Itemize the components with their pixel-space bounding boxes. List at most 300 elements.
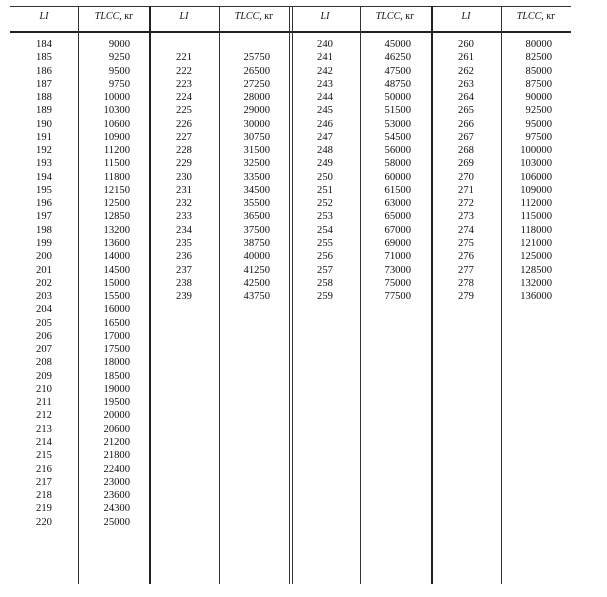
table-row bbox=[10, 489, 150, 502]
table-row bbox=[10, 157, 150, 170]
table-row bbox=[291, 104, 431, 117]
tlcc-cell: 67000 bbox=[384, 224, 411, 236]
table-group bbox=[10, 38, 150, 529]
tlcc-cell: 97500 bbox=[525, 131, 552, 143]
load-index-cell: 272 bbox=[458, 198, 474, 210]
table-row bbox=[10, 409, 150, 422]
table-group bbox=[150, 51, 290, 303]
table-row bbox=[150, 131, 290, 144]
load-index-cell: 236 bbox=[176, 251, 192, 263]
header-li: LI bbox=[320, 11, 330, 22]
header-tlcc bbox=[501, 11, 571, 22]
tlcc-cell: 24300 bbox=[103, 503, 130, 515]
table-row bbox=[432, 104, 572, 117]
table-row bbox=[10, 51, 150, 64]
table-row bbox=[291, 91, 431, 104]
header-tlcc-label: TLCC bbox=[234, 11, 260, 22]
tlcc-cell: 16000 bbox=[103, 304, 130, 316]
table-group bbox=[291, 38, 431, 303]
header-li: LI bbox=[39, 11, 49, 22]
table-row bbox=[432, 131, 572, 144]
table-row bbox=[10, 356, 150, 369]
header-tlcc bbox=[360, 11, 430, 22]
tlcc-cell: 136000 bbox=[520, 291, 552, 303]
load-index-cell: 244 bbox=[317, 92, 333, 104]
tlcc-cell: 42500 bbox=[243, 277, 270, 289]
load-index-cell: 253 bbox=[317, 211, 333, 223]
load-index-cell: 264 bbox=[458, 92, 474, 104]
load-index-cell: 213 bbox=[36, 423, 52, 435]
tlcc-cell: 33500 bbox=[243, 171, 270, 183]
header-li: LI bbox=[179, 11, 189, 22]
load-index-cell: 190 bbox=[36, 118, 52, 130]
load-index-cell: 189 bbox=[36, 105, 52, 117]
header-tlcc-unit: , кг bbox=[400, 11, 415, 22]
table-row bbox=[432, 51, 572, 64]
tlcc-cell: 21200 bbox=[103, 436, 130, 448]
tlcc-cell: 26500 bbox=[243, 65, 270, 77]
load-index-cell: 202 bbox=[36, 277, 52, 289]
table-row bbox=[10, 476, 150, 489]
load-index-cell: 227 bbox=[176, 131, 192, 143]
load-index-cell: 240 bbox=[317, 39, 333, 50]
table-row bbox=[10, 250, 150, 263]
table-row bbox=[10, 396, 150, 409]
tlcc-cell: 53000 bbox=[384, 118, 411, 130]
tlcc-cell: 31500 bbox=[243, 145, 270, 157]
table-group bbox=[432, 38, 572, 303]
table-row bbox=[10, 277, 150, 290]
load-index-cell: 196 bbox=[36, 198, 52, 210]
tlcc-cell: 14000 bbox=[103, 251, 130, 263]
load-index-cell: 207 bbox=[36, 344, 52, 356]
tlcc-cell: 15000 bbox=[103, 277, 130, 289]
table-row bbox=[10, 502, 150, 515]
tlcc-cell: 58000 bbox=[384, 158, 411, 170]
tlcc-cell: 18000 bbox=[103, 357, 130, 369]
table-row bbox=[150, 237, 290, 250]
table-row bbox=[150, 171, 290, 184]
load-index-cell: 212 bbox=[36, 410, 52, 422]
load-index-cell: 214 bbox=[36, 436, 52, 448]
tlcc-cell: 65000 bbox=[384, 211, 411, 223]
tlcc-cell: 15500 bbox=[103, 291, 130, 303]
load-index-table bbox=[10, 6, 571, 584]
load-index-cell: 241 bbox=[317, 52, 333, 64]
load-index-cell: 274 bbox=[458, 224, 474, 236]
table-row bbox=[150, 157, 290, 170]
load-index-cell: 223 bbox=[176, 78, 192, 90]
load-index-cell: 228 bbox=[176, 145, 192, 157]
table-row bbox=[291, 224, 431, 237]
table-row bbox=[150, 51, 290, 64]
tlcc-cell: 51500 bbox=[384, 105, 411, 117]
load-index-cell: 185 bbox=[36, 52, 52, 64]
load-index-cell: 254 bbox=[317, 224, 333, 236]
tlcc-cell: 23600 bbox=[103, 490, 130, 502]
tlcc-cell: 69000 bbox=[384, 237, 411, 249]
load-index-cell: 225 bbox=[176, 105, 192, 117]
load-index-cell: 234 bbox=[176, 224, 192, 236]
load-index-cell: 200 bbox=[36, 251, 52, 263]
load-index-cell: 237 bbox=[176, 264, 192, 276]
load-index-cell: 249 bbox=[317, 158, 333, 170]
tlcc-cell: 18500 bbox=[103, 370, 130, 382]
table-row bbox=[432, 78, 572, 91]
table-row bbox=[291, 51, 431, 64]
tlcc-cell: 115000 bbox=[520, 211, 552, 223]
load-index-cell: 245 bbox=[317, 105, 333, 117]
tlcc-cell: 121000 bbox=[520, 237, 552, 249]
tlcc-cell: 21800 bbox=[103, 450, 130, 462]
tlcc-cell: 35500 bbox=[243, 198, 270, 210]
tlcc-cell: 106000 bbox=[520, 171, 552, 183]
load-index-cell: 268 bbox=[458, 145, 474, 157]
load-index-cell: 191 bbox=[36, 131, 52, 143]
tlcc-cell: 17000 bbox=[103, 330, 130, 342]
header-tlcc-label: TLCC bbox=[94, 11, 120, 22]
tlcc-cell: 132000 bbox=[520, 277, 552, 289]
tlcc-cell: 38750 bbox=[243, 237, 270, 249]
load-index-cell: 246 bbox=[317, 118, 333, 130]
table-row bbox=[291, 78, 431, 91]
table-row bbox=[150, 224, 290, 237]
tlcc-cell: 10300 bbox=[103, 105, 130, 117]
load-index-cell: 243 bbox=[317, 78, 333, 90]
tlcc-cell: 16500 bbox=[103, 317, 130, 329]
tlcc-cell: 87500 bbox=[525, 78, 552, 90]
load-index-cell: 267 bbox=[458, 131, 474, 143]
header-li: LI bbox=[461, 11, 471, 22]
table-row bbox=[10, 449, 150, 462]
load-index-cell: 219 bbox=[36, 503, 52, 515]
tlcc-cell: 23000 bbox=[103, 476, 130, 488]
table-row bbox=[10, 303, 150, 316]
load-index-cell: 229 bbox=[176, 158, 192, 170]
tlcc-cell: 100000 bbox=[520, 145, 552, 157]
tlcc-cell: 82500 bbox=[525, 52, 552, 64]
table-row bbox=[291, 184, 431, 197]
tlcc-cell: 43750 bbox=[243, 291, 270, 303]
load-index-cell: 260 bbox=[458, 39, 474, 50]
tlcc-cell: 36500 bbox=[243, 211, 270, 223]
table-row bbox=[150, 184, 290, 197]
load-index-cell: 203 bbox=[36, 291, 52, 303]
load-index-cell: 222 bbox=[176, 65, 192, 77]
load-index-cell: 186 bbox=[36, 65, 52, 77]
table-row bbox=[291, 290, 431, 303]
tlcc-cell: 73000 bbox=[384, 264, 411, 276]
tlcc-cell: 11200 bbox=[103, 145, 130, 157]
table-row bbox=[432, 171, 572, 184]
table-row bbox=[150, 250, 290, 263]
table-row bbox=[150, 197, 290, 210]
tlcc-cell: 25000 bbox=[103, 516, 130, 528]
tlcc-cell: 63000 bbox=[384, 198, 411, 210]
table-row bbox=[10, 436, 150, 449]
load-index-cell: 238 bbox=[176, 277, 192, 289]
table-row bbox=[10, 423, 150, 436]
tlcc-cell: 109000 bbox=[520, 184, 552, 196]
load-index-cell: 258 bbox=[317, 277, 333, 289]
tlcc-cell: 13600 bbox=[103, 237, 130, 249]
table-row bbox=[10, 370, 150, 383]
table-header bbox=[10, 11, 571, 29]
table-row bbox=[10, 516, 150, 529]
load-index-cell: 269 bbox=[458, 158, 474, 170]
load-index-cell: 210 bbox=[36, 383, 52, 395]
table-row bbox=[10, 343, 150, 356]
load-index-cell: 233 bbox=[176, 211, 192, 223]
load-index-cell: 195 bbox=[36, 184, 52, 196]
load-index-cell: 239 bbox=[176, 291, 192, 303]
table-row bbox=[291, 197, 431, 210]
table-row bbox=[291, 237, 431, 250]
load-index-cell: 252 bbox=[317, 198, 333, 210]
load-index-cell: 199 bbox=[36, 237, 52, 249]
tlcc-cell: 27250 bbox=[243, 78, 270, 90]
table-row bbox=[291, 210, 431, 223]
tlcc-cell: 103000 bbox=[520, 158, 552, 170]
table-row bbox=[432, 118, 572, 131]
tlcc-cell: 47500 bbox=[384, 65, 411, 77]
tlcc-cell: 48750 bbox=[384, 78, 411, 90]
table-row bbox=[291, 277, 431, 290]
tlcc-cell: 10900 bbox=[103, 131, 130, 143]
load-index-cell: 216 bbox=[36, 463, 52, 475]
load-index-cell: 255 bbox=[317, 237, 333, 249]
table-row bbox=[432, 250, 572, 263]
tlcc-cell: 85000 bbox=[525, 65, 552, 77]
load-index-cell: 194 bbox=[36, 171, 52, 183]
table-row bbox=[432, 290, 572, 303]
tlcc-cell: 61500 bbox=[384, 184, 411, 196]
table-row bbox=[432, 264, 572, 277]
tlcc-cell: 22400 bbox=[103, 463, 130, 475]
table-row bbox=[10, 210, 150, 223]
tlcc-cell: 45000 bbox=[384, 39, 411, 50]
load-index-cell: 277 bbox=[458, 264, 474, 276]
table-row bbox=[291, 65, 431, 78]
load-index-cell: 197 bbox=[36, 211, 52, 223]
tlcc-cell: 17500 bbox=[103, 344, 130, 356]
load-index-cell: 235 bbox=[176, 237, 192, 249]
load-index-cell: 251 bbox=[317, 184, 333, 196]
load-index-cell: 266 bbox=[458, 118, 474, 130]
tlcc-cell: 75000 bbox=[384, 277, 411, 289]
load-index-cell: 208 bbox=[36, 357, 52, 369]
tlcc-cell: 60000 bbox=[384, 171, 411, 183]
table-row bbox=[10, 237, 150, 250]
tlcc-cell: 11500 bbox=[103, 158, 130, 170]
tlcc-cell: 9000 bbox=[108, 39, 130, 50]
table-row bbox=[10, 184, 150, 197]
table-row bbox=[150, 277, 290, 290]
table-row bbox=[10, 290, 150, 303]
load-index-cell: 259 bbox=[317, 291, 333, 303]
tlcc-cell: 12850 bbox=[103, 211, 130, 223]
load-index-cell: 220 bbox=[36, 516, 52, 528]
header-tlcc-label: TLCC bbox=[516, 11, 542, 22]
tlcc-cell: 13200 bbox=[103, 224, 130, 236]
table-row bbox=[10, 264, 150, 277]
tlcc-cell: 10600 bbox=[103, 118, 130, 130]
table-row bbox=[432, 224, 572, 237]
tlcc-cell: 28000 bbox=[243, 92, 270, 104]
tlcc-cell: 92500 bbox=[525, 105, 552, 117]
load-index-cell: 247 bbox=[317, 131, 333, 143]
tlcc-cell: 12150 bbox=[103, 184, 130, 196]
table-row bbox=[10, 38, 150, 51]
table-row bbox=[432, 210, 572, 223]
table-row bbox=[10, 104, 150, 117]
load-index-cell: 204 bbox=[36, 304, 52, 316]
tlcc-cell: 95000 bbox=[525, 118, 552, 130]
table-row bbox=[432, 65, 572, 78]
table-row bbox=[150, 264, 290, 277]
load-index-cell: 201 bbox=[36, 264, 52, 276]
load-index-cell: 257 bbox=[317, 264, 333, 276]
load-index-cell: 231 bbox=[176, 184, 192, 196]
load-index-cell: 262 bbox=[458, 65, 474, 77]
load-index-cell: 224 bbox=[176, 92, 192, 104]
load-index-cell: 211 bbox=[36, 397, 52, 409]
tlcc-cell: 30750 bbox=[243, 131, 270, 143]
tlcc-cell: 80000 bbox=[525, 39, 552, 50]
load-index-cell: 187 bbox=[36, 78, 52, 90]
tlcc-cell: 11800 bbox=[103, 171, 130, 183]
tlcc-cell: 46250 bbox=[384, 52, 411, 64]
tlcc-cell: 56000 bbox=[384, 145, 411, 157]
tlcc-cell: 71000 bbox=[384, 251, 411, 263]
table-row bbox=[10, 78, 150, 91]
tlcc-cell: 25750 bbox=[243, 52, 270, 64]
table-row bbox=[432, 277, 572, 290]
load-index-cell: 263 bbox=[458, 78, 474, 90]
tlcc-cell: 9500 bbox=[108, 65, 130, 77]
header-tlcc-unit: , кг bbox=[259, 11, 274, 22]
tlcc-cell: 41250 bbox=[243, 264, 270, 276]
load-index-cell: 248 bbox=[317, 145, 333, 157]
table-row bbox=[150, 91, 290, 104]
table-row bbox=[432, 197, 572, 210]
tlcc-cell: 128500 bbox=[520, 264, 552, 276]
table-row bbox=[432, 157, 572, 170]
load-index-cell: 242 bbox=[317, 65, 333, 77]
table-row bbox=[150, 118, 290, 131]
load-index-cell: 265 bbox=[458, 105, 474, 117]
load-index-cell: 230 bbox=[176, 171, 192, 183]
load-index-cell: 209 bbox=[36, 370, 52, 382]
table-row bbox=[291, 131, 431, 144]
table-row bbox=[291, 118, 431, 131]
table-row bbox=[10, 171, 150, 184]
table-row bbox=[10, 197, 150, 210]
tlcc-cell: 30000 bbox=[243, 118, 270, 130]
load-index-cell: 192 bbox=[36, 145, 52, 157]
tlcc-cell: 20000 bbox=[103, 410, 130, 422]
tlcc-cell: 9750 bbox=[108, 78, 130, 90]
load-index-cell: 261 bbox=[458, 52, 474, 64]
load-index-cell: 198 bbox=[36, 224, 52, 236]
tlcc-cell: 19000 bbox=[103, 383, 130, 395]
load-index-cell: 271 bbox=[458, 184, 474, 196]
header-tlcc bbox=[79, 11, 149, 22]
table-row bbox=[432, 184, 572, 197]
table-row bbox=[10, 91, 150, 104]
table-row bbox=[10, 131, 150, 144]
load-index-cell: 278 bbox=[458, 277, 474, 289]
load-index-cell: 221 bbox=[176, 52, 192, 64]
table-row bbox=[150, 210, 290, 223]
table-row bbox=[150, 65, 290, 78]
tlcc-cell: 77500 bbox=[384, 291, 411, 303]
table-row bbox=[150, 104, 290, 117]
table-row bbox=[432, 38, 572, 51]
tlcc-cell: 10000 bbox=[103, 92, 130, 104]
load-index-cell: 276 bbox=[458, 251, 474, 263]
table-row bbox=[432, 237, 572, 250]
tlcc-cell: 20600 bbox=[103, 423, 130, 435]
table-row bbox=[10, 383, 150, 396]
load-index-cell: 215 bbox=[36, 450, 52, 462]
tlcc-cell: 54500 bbox=[384, 131, 411, 143]
table-row bbox=[291, 144, 431, 157]
table-row bbox=[291, 157, 431, 170]
load-index-cell: 205 bbox=[36, 317, 52, 329]
load-index-cell: 275 bbox=[458, 237, 474, 249]
table-row bbox=[291, 38, 431, 51]
header-tlcc-label: TLCC bbox=[375, 11, 401, 22]
tlcc-cell: 90000 bbox=[525, 92, 552, 104]
tlcc-cell: 50000 bbox=[384, 92, 411, 104]
table-row bbox=[291, 250, 431, 263]
load-index-cell: 193 bbox=[36, 158, 52, 170]
table-row bbox=[10, 330, 150, 343]
tlcc-cell: 9250 bbox=[108, 52, 130, 64]
tlcc-cell: 14500 bbox=[103, 264, 130, 276]
load-index-cell: 270 bbox=[458, 171, 474, 183]
header-tlcc-unit: , кг bbox=[541, 11, 556, 22]
load-index-cell: 184 bbox=[36, 39, 52, 50]
tlcc-cell: 29000 bbox=[243, 105, 270, 117]
table-row bbox=[10, 118, 150, 131]
tlcc-cell: 34500 bbox=[243, 184, 270, 196]
table-row bbox=[291, 171, 431, 184]
table-row bbox=[291, 264, 431, 277]
table-row bbox=[150, 78, 290, 91]
table-row bbox=[432, 144, 572, 157]
tlcc-cell: 125000 bbox=[520, 251, 552, 263]
table-row bbox=[10, 317, 150, 330]
tlcc-cell: 40000 bbox=[243, 251, 270, 263]
tlcc-cell: 12500 bbox=[103, 198, 130, 210]
table-row bbox=[10, 224, 150, 237]
table-row bbox=[10, 463, 150, 476]
tlcc-cell: 37500 bbox=[243, 224, 270, 236]
load-index-cell: 273 bbox=[458, 211, 474, 223]
table-row bbox=[10, 65, 150, 78]
tlcc-cell: 32500 bbox=[243, 158, 270, 170]
load-index-cell: 250 bbox=[317, 171, 333, 183]
tlcc-cell: 118000 bbox=[520, 224, 552, 236]
load-index-cell: 188 bbox=[36, 92, 52, 104]
table-row bbox=[150, 144, 290, 157]
load-index-cell: 226 bbox=[176, 118, 192, 130]
load-index-cell: 217 bbox=[36, 476, 52, 488]
load-index-cell: 206 bbox=[36, 330, 52, 342]
load-index-cell: 232 bbox=[176, 198, 192, 210]
